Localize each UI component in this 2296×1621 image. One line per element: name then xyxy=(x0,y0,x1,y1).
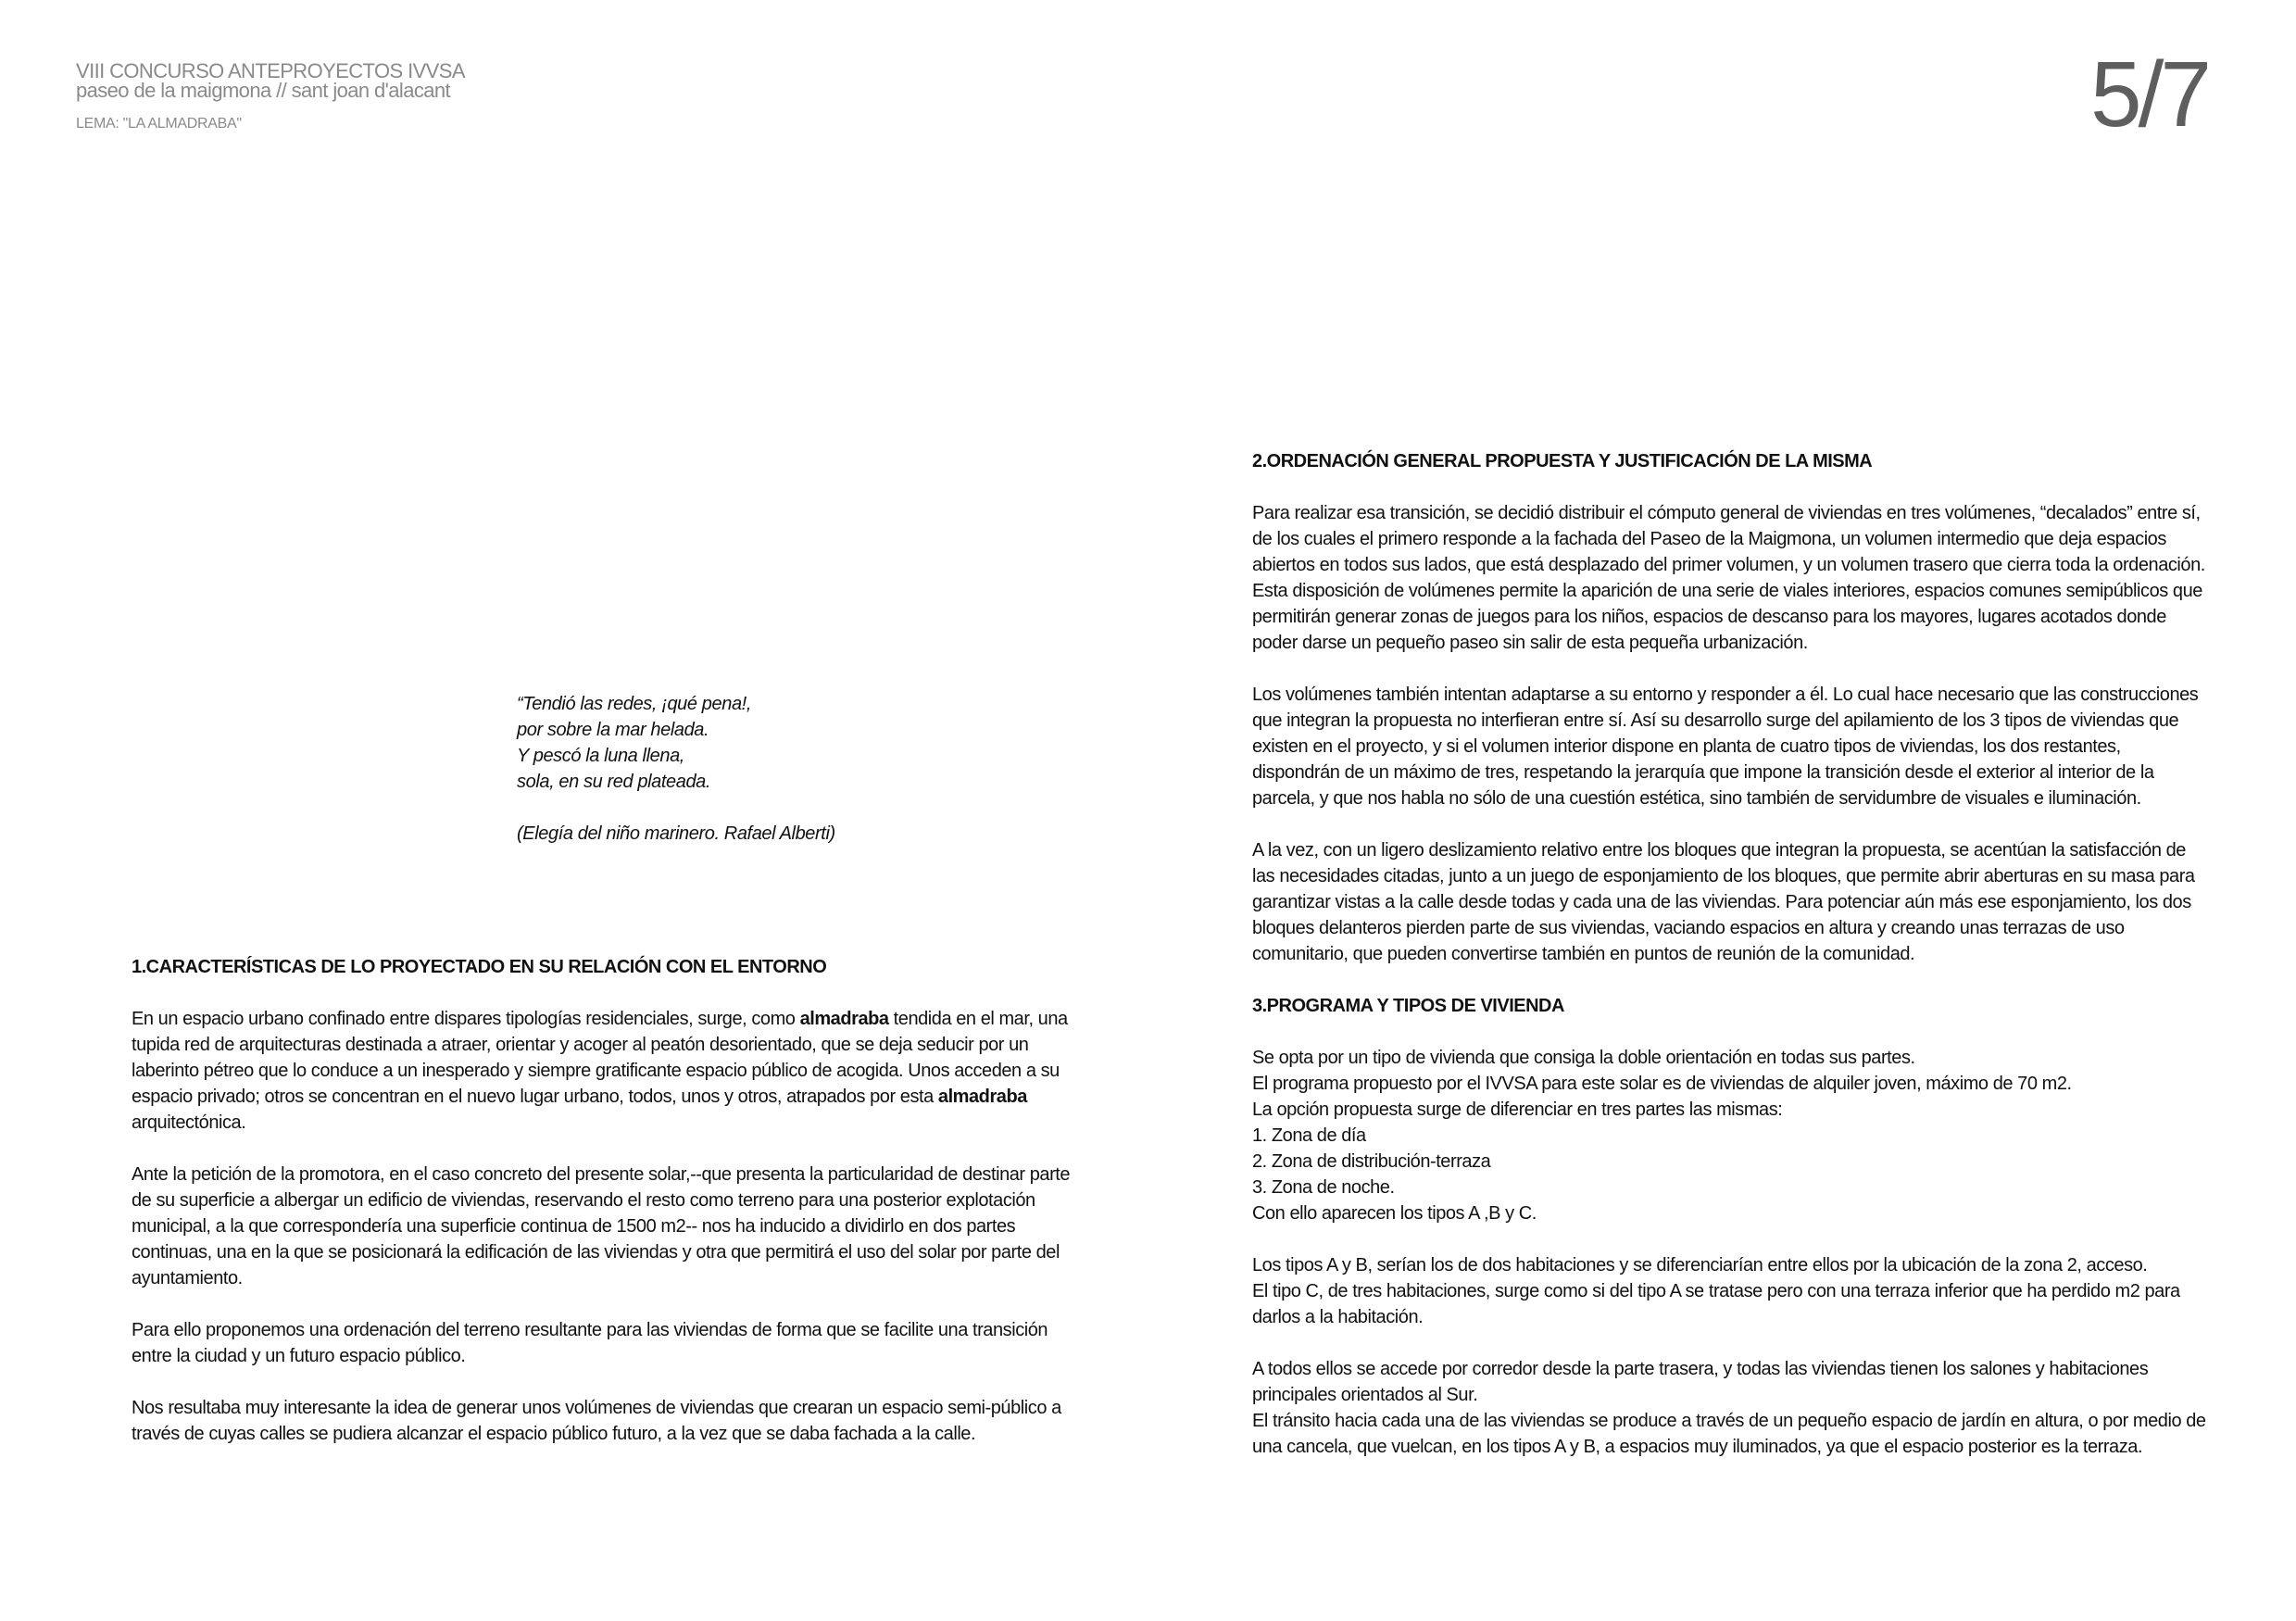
right-column xyxy=(1252,448,2225,1486)
text-line: laberinto pétreo que lo conduce a un inesperado y siempre gratificante espacio público de acogida. Unos acceden a su xyxy=(132,1061,1060,1081)
text-line: El programa propuesto por el IVVSA para este solar es de viviendas de alquiler joven, máximo de 70 m2. xyxy=(1252,1074,2072,1094)
section-3-paragraph-1 xyxy=(1252,1045,2225,1226)
text-line: Ante la petición de la promotora, en el caso concreto del presente solar,--que presenta la particularidad de destinar parte xyxy=(132,1164,1071,1185)
contest-title: VIII CONCURSO ANTEPROYECTOS IVVSA xyxy=(76,59,465,82)
emphasis-almadraba: almadraba xyxy=(937,1087,1027,1107)
text-line: través de cuyas calles se pudiera alcanzar el espacio público futuro, a la vez que se daba fachada a la calle. xyxy=(132,1424,976,1444)
text-line: El tipo C, de tres habitaciones, surge como si del tipo A se tratase pero con una terraza inferior que ha perdido m2 para xyxy=(1252,1281,2180,1301)
text-line: A la vez, con un ligero deslizamiento relativo entre los bloques que integran la propuesta, se acentúan la satisfacción de xyxy=(1252,840,2186,861)
text-line: El tránsito hacia cada una de las viviendas se produce a través de un pequeño espacio de jardín en altura, o por medio de xyxy=(1252,1411,2206,1431)
text-line: Se opta por un tipo de vivienda que consiga la doble orientación en todas sus partes. xyxy=(1252,1048,1915,1068)
text-line: abiertos en todos sus lados, que está desplazado del primer volumen, y un volumen trasero que cierra toda la ordenación. xyxy=(1252,555,2205,575)
poem-line: por sobre la mar helada. xyxy=(517,720,709,740)
section-1-paragraph-4 xyxy=(132,1395,1104,1447)
poem-citation: (Elegía del niño marinero. Rafael Alberti) xyxy=(517,823,835,844)
section-1-paragraph-3 xyxy=(132,1317,1104,1369)
text-line: darlos a la habitación. xyxy=(1252,1307,1424,1327)
lema-label: LEMA: "LA ALMADRABA" xyxy=(76,116,242,132)
text-line: Los tipos A y B, serían los de dos habitaciones y se diferenciarían entre ellos por la ubicación de la zona 2, acceso. xyxy=(1252,1255,2148,1275)
text-line: de los cuales el primero responde a la fachada del Paseo de la Maigmona, un volumen intermedio que deja espacios xyxy=(1252,529,2166,549)
poem-line: Y pescó la luna llena, xyxy=(517,746,684,766)
section-2-paragraph-3 xyxy=(1252,837,2225,967)
text-line: 2. Zona de distribución-terraza xyxy=(1252,1151,1491,1172)
text-line: poder darse un pequeño paseo sin salir de esta pequeña urbanización. xyxy=(1252,633,1808,653)
left-column xyxy=(132,954,1104,1473)
text-line: garantizar vistas a la calle desde todas y cada una de las viviendas. Para potenciar aún más ese esponjamiento, los dos xyxy=(1252,892,2191,912)
section-1-title: 1.CARACTERÍSTICAS DE LO PROYECTADO EN SU RELACIÓN CON EL ENTORNO xyxy=(132,957,827,977)
emphasis-almadraba: almadraba xyxy=(799,1009,889,1029)
poem-line: sola, en su red plateada. xyxy=(517,772,711,792)
text-line: bloques delanteros pierden parte de sus viviendas, vaciando espacios en altura y creando unas terrazas de uso xyxy=(1252,918,2125,938)
text-line: existen en el proyecto, y si el volumen interior dispone en planta de cuatro tipos de viviendas, los dos restantes, xyxy=(1252,736,2121,757)
section-2-paragraph-1 xyxy=(1252,500,2225,656)
text-line: las necesidades citadas, junto a un juego de esponjamiento de los bloques, que permite abrir aberturas en su masa para xyxy=(1252,866,2195,886)
section-3-title: 3.PROGRAMA Y TIPOS DE VIVIENDA xyxy=(1252,996,1564,1016)
text-line: Para realizar esa transición, se decidió distribuir el cómputo general de viviendas en tres volúmenes, “decalados” entre sí, xyxy=(1252,503,2201,523)
text-fragment: espacio privado; otros se concentran en el nuevo lugar urbano, todos, unos y otros, atrapados por esta xyxy=(132,1087,938,1107)
text-fragment: tendida en el mar, una xyxy=(888,1009,1068,1029)
text-line: dispondrán de un máximo de tres, respetando la jerarquía que impone la transición desde el exterior al interior de la xyxy=(1252,762,2154,783)
text-line: 3. Zona de noche. xyxy=(1252,1177,1395,1198)
section-2-title: 2.ORDENACIÓN GENERAL PROPUESTA Y JUSTIFICACIÓN DE LA MISMA xyxy=(1252,451,1873,471)
text-line: Nos resultaba muy interesante la idea de generar unos volúmenes de viviendas que crearan un espacio semi-público a xyxy=(132,1398,1061,1418)
text-line: 1. Zona de día xyxy=(1252,1125,1366,1146)
text-line: continuas, una en la que se posicionará la edificación de las viviendas y otra que permitirá el uso del solar por parte del xyxy=(132,1242,1060,1263)
text-line: entre la ciudad y un futuro espacio público. xyxy=(132,1346,466,1366)
text-line: arquitectónica. xyxy=(132,1112,246,1133)
section-2-paragraph-2 xyxy=(1252,682,2225,811)
poem-quote xyxy=(517,691,980,847)
text-line: Con ello aparecen los tipos A ,B y C. xyxy=(1252,1203,1537,1224)
text-line: municipal, a la que correspondería una superficie continua de 1500 m2-- nos ha inducido a dividirlo en dos partes xyxy=(132,1216,1016,1237)
page-number: 5/7 xyxy=(2089,43,2208,146)
text-line: A todos ellos se accede por corredor desde la parte trasera, y todas las viviendas tienen los salones y habitaciones xyxy=(1252,1359,2149,1379)
text-line: permitirán generar zonas de juegos para los niños, espacios de descanso para los mayores, lugares acotados donde xyxy=(1252,607,2166,627)
text-line: principales orientados al Sur. xyxy=(1252,1385,1478,1405)
text-line: tupida red de arquitecturas destinada a atraer, orientar y acoger al peatón desorientado, que se deja seducir por un xyxy=(132,1035,1029,1055)
text-line: Para ello proponemos una ordenación del terreno resultante para las viviendas de forma que se facilite una transición xyxy=(132,1320,1048,1340)
text-line xyxy=(132,1006,1104,1032)
text-line: que integran la propuesta no interfieran entre sí. Así su desarrollo surge del apilamiento de los 3 tipos de viviendas que xyxy=(1252,710,2179,731)
text-line: La opción propuesta surge de diferenciar en tres partes las mismas: xyxy=(1252,1100,1783,1120)
section-1-paragraph-2 xyxy=(132,1162,1104,1291)
text-line: ayuntamiento. xyxy=(132,1268,243,1288)
section-1-paragraph-1 xyxy=(132,1006,1104,1136)
text-line xyxy=(132,1084,1104,1110)
document-header xyxy=(76,61,724,132)
text-line: Esta disposición de volúmenes permite la aparición de una serie de viales interiores, espacios comunes semipúblicos que xyxy=(1252,581,2202,601)
location-subtitle: paseo de la maigmona // sant joan d'alacant xyxy=(76,79,451,102)
text-line: una cancela, que vuelcan, en los tipos A y B, a espacios muy iluminados, ya que el espacio posterior es la terraza. xyxy=(1252,1437,2143,1457)
text-line: parcela, y que nos habla no sólo de una cuestión estética, sino también de servidumbre de visuales e iluminación. xyxy=(1252,788,2141,809)
section-3-paragraph-3 xyxy=(1252,1356,2225,1460)
text-line: comunitario, que pueden convertirse también en puntos de reunión de la comunidad. xyxy=(1252,944,1915,964)
text-fragment: En un espacio urbano confinado entre dispares tipologías residenciales, surge, como xyxy=(132,1009,800,1029)
poem-line: “Tendió las redes, ¡qué pena!, xyxy=(517,694,751,714)
text-line: Los volúmenes también intentan adaptarse a su entorno y responder a él. Lo cual hace necesario que las construcciones xyxy=(1252,685,2199,705)
section-3-paragraph-2 xyxy=(1252,1252,2225,1330)
text-line: de su superficie a albergar un edificio de viviendas, reservando el resto como terreno para una posterior explotación xyxy=(132,1190,1035,1211)
